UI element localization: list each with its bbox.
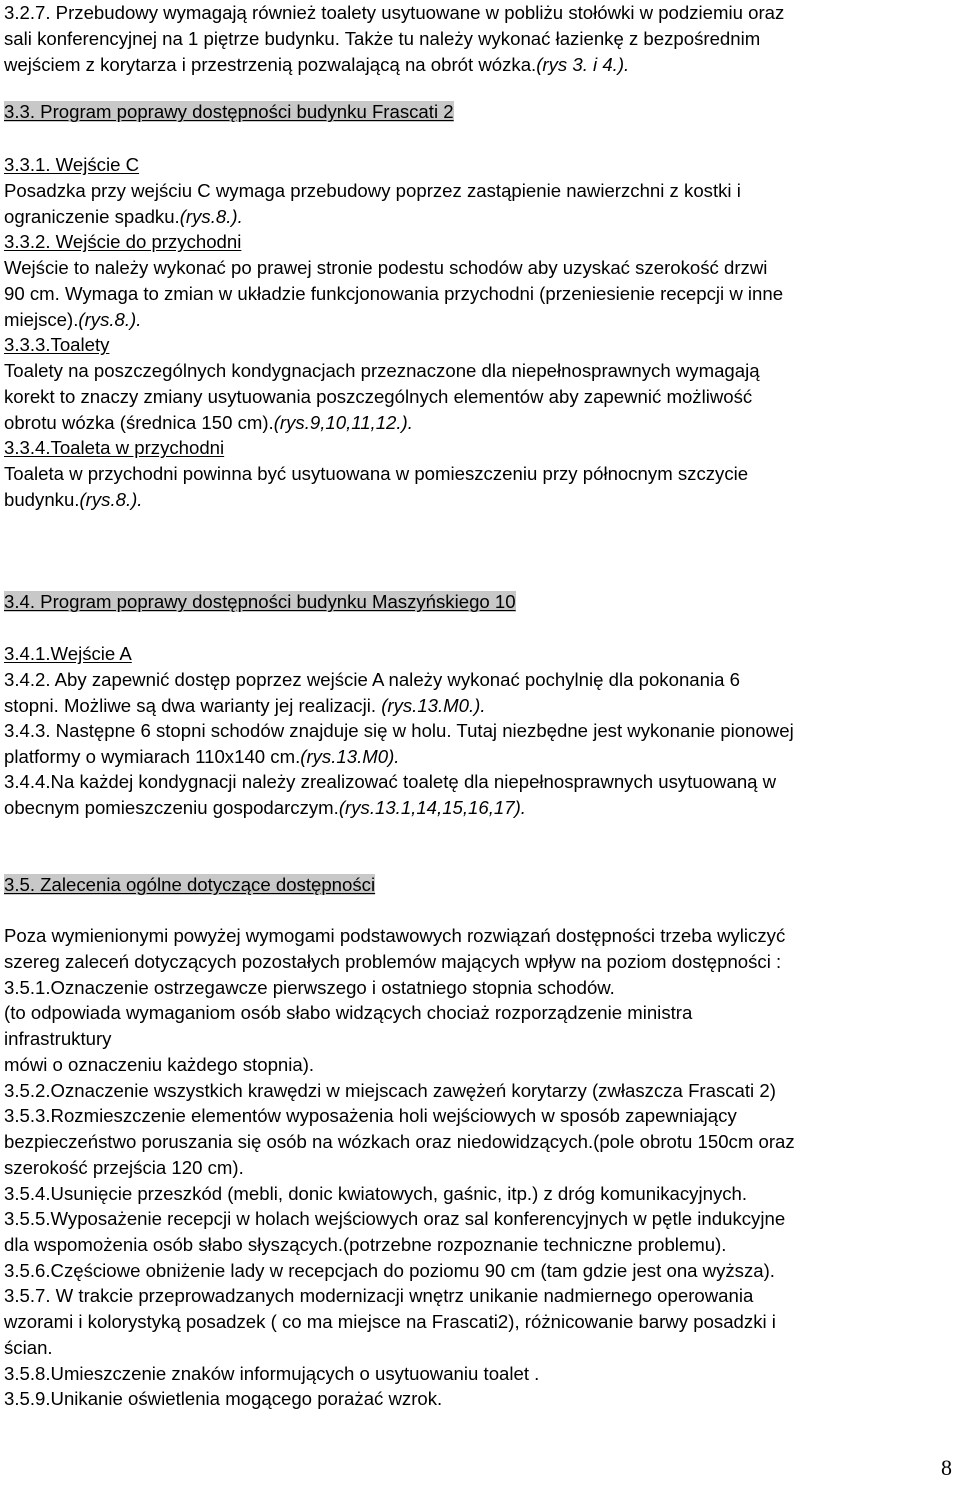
- section-heading-3-3: 3.3. Program poprawy dostępności budynku Frascati 2: [4, 101, 454, 122]
- text-line: dla wspomożenia osób słabo słyszących.(potrzebne rozpoznanie techniczne problemu).: [4, 1234, 727, 1255]
- text-line: 3.5.4.Usunięcie przeszkód (mebli, donic kwiatowych, gaśnic, itp.) z dróg komunikacyjnych.: [4, 1183, 748, 1204]
- subsection-title-3-3-1: 3.3.1. Wejście C: [4, 154, 140, 175]
- text-line: miejsce).(rys.8.).: [4, 309, 142, 330]
- text-line: wzorami i kolorystyką posadzek ( co ma miejsce na Frascati2), różnicowanie barwy posadzki i: [4, 1311, 776, 1332]
- figure-reference: (rys.8.).: [179, 206, 243, 227]
- text-line: Toalety na poszczególnych kondygnacjach przeznaczone dla niepełnosprawnych wymagają: [4, 360, 760, 381]
- text-line: obecnym pomieszczeniu gospodarczym.(rys.13.1,14,15,16,17).: [4, 797, 526, 818]
- subsection-title-3-3-2: 3.3.2. Wejście do przychodni: [4, 231, 242, 252]
- text-line: sali konferencyjnej na 1 piętrze budynku. Także tu należy wykonać łazienkę z bezpośrednim: [4, 28, 761, 49]
- text-line: infrastruktury: [4, 1028, 112, 1049]
- text-line: obrotu wózka (średnica 150 cm).(rys.9,10,11,12.).: [4, 412, 413, 433]
- text-line: 3.2.7. Przebudowy wymagają również toalety usytuowane w pobliżu stołówki w podziemiu oraz: [4, 2, 785, 23]
- text-line: budynku.(rys.8.).: [4, 489, 143, 510]
- text-line: 3.5.7. W trakcie przeprowadzanych modernizacji wnętrz unikanie nadmiernego operowania: [4, 1285, 754, 1306]
- text-line: platformy o wymiarach 110x140 cm.(rys.13.M0).: [4, 746, 400, 767]
- figure-reference: (rys.13.M0).: [300, 746, 400, 767]
- text-line: Poza wymienionymi powyżej wymogami podstawowych rozwiązań dostępności trzeba wyliczyć: [4, 925, 786, 946]
- figure-reference: (rys.13.M0.).: [381, 695, 486, 716]
- text-line: 3.5.2.Oznaczenie wszystkich krawędzi w miejscach zawężeń korytarzy (zwłaszcza Frascati 2): [4, 1080, 776, 1101]
- text-line: wejściem z korytarza i przestrzenią pozwalającą na obrót wózka.(rys 3. i 4.).: [4, 54, 630, 75]
- section-heading-3-5: 3.5. Zalecenia ogólne dotyczące dostępności: [4, 874, 376, 895]
- text-line: 3.4.2. Aby zapewnić dostęp poprzez wejście A należy wykonać pochylnię dla pokonania 6: [4, 669, 740, 690]
- subsection-title-3-3-3: 3.3.3.Toalety: [4, 334, 110, 355]
- text-line: 3.4.4.Na każdej kondygnacji należy zrealizować toaletę dla niepełnosprawnych usytuowaną w: [4, 771, 777, 792]
- text-line: 3.5.1.Oznaczenie ostrzegawcze pierwszego i ostatniego stopnia schodów.: [4, 977, 615, 998]
- text-line: bezpieczeństwo poruszania się osób na wózkach oraz niedowidzących.(pole obrotu 150cm oraz: [4, 1131, 795, 1152]
- text-line: ścian.: [4, 1337, 53, 1358]
- text-line: 3.5.8.Umieszczenie znaków informujących o usytuowaniu toalet .: [4, 1363, 540, 1384]
- text-line: Toaleta w przychodni powinna być usytuowana w pomieszczeniu przy północnym szczycie: [4, 463, 749, 484]
- text-line: mówi o oznaczeniu każdego stopnia).: [4, 1054, 315, 1075]
- text-line: ograniczenie spadku.(rys.8.).: [4, 206, 243, 227]
- text-line: Posadzka przy wejściu C wymaga przebudowy poprzez zastąpienie nawierzchni z kostki i: [4, 180, 741, 201]
- subsection-title-3-4-1: 3.4.1.Wejście A: [4, 643, 132, 664]
- text-line: (to odpowiada wymaganiom osób słabo widzących chociaż rozporządzenie ministra: [4, 1002, 693, 1023]
- figure-reference: (rys.8.).: [79, 489, 143, 510]
- text-line: 3.4.3. Następne 6 stopni schodów znajduje się w holu. Tutaj niezbędne jest wykonanie pionowej: [4, 720, 794, 741]
- text-line: 3.5.3.Rozmieszczenie elementów wyposażenia holi wejściowych w sposób zapewniający: [4, 1105, 737, 1126]
- text-line: korekt to znaczy zmiany usytuowania poszczególnych elementów aby zapewnić możliwość: [4, 386, 753, 407]
- figure-reference: (rys.9,10,11,12.).: [273, 412, 413, 433]
- text-line: 3.5.6.Częściowe obniżenie lady w recepcjach do poziomu 90 cm (tam gdzie jest ona wyższa).: [4, 1260, 775, 1281]
- section-heading-3-4: 3.4. Program poprawy dostępności budynku Maszyńskiego 10: [4, 591, 516, 612]
- text-line: Wejście to należy wykonać po prawej stronie podestu schodów aby uzyskać szerokość drzwi: [4, 257, 768, 278]
- subsection-title-3-3-4: 3.3.4.Toaleta w przychodni: [4, 437, 225, 458]
- figure-reference: (rys 3. i 4.).: [536, 54, 630, 75]
- figure-reference: (rys.8.).: [78, 309, 142, 330]
- page-number: 8: [941, 1455, 952, 1480]
- figure-reference: (rys.13.1,14,15,16,17).: [338, 797, 526, 818]
- text-line: 90 cm. Wymaga to zmian w układzie funkcjonowania przychodni (przeniesienie recepcji w inne: [4, 283, 784, 304]
- text-line: szerokość przejścia 120 cm).: [4, 1157, 244, 1178]
- text-line: 3.5.5.Wyposażenie recepcji w holach wejściowych oraz sal konferencyjnych w pętle indukcyjne: [4, 1208, 786, 1229]
- text-line: 3.5.9.Unikanie oświetlenia mogącego porażać wzrok.: [4, 1388, 443, 1409]
- text-line: szereg zaleceń dotyczących pozostałych problemów mających wpływ na poziom dostępności :: [4, 951, 782, 972]
- text-line: stopni. Możliwe są dwa warianty jej realizacji. (rys.13.M0.).: [4, 695, 486, 716]
